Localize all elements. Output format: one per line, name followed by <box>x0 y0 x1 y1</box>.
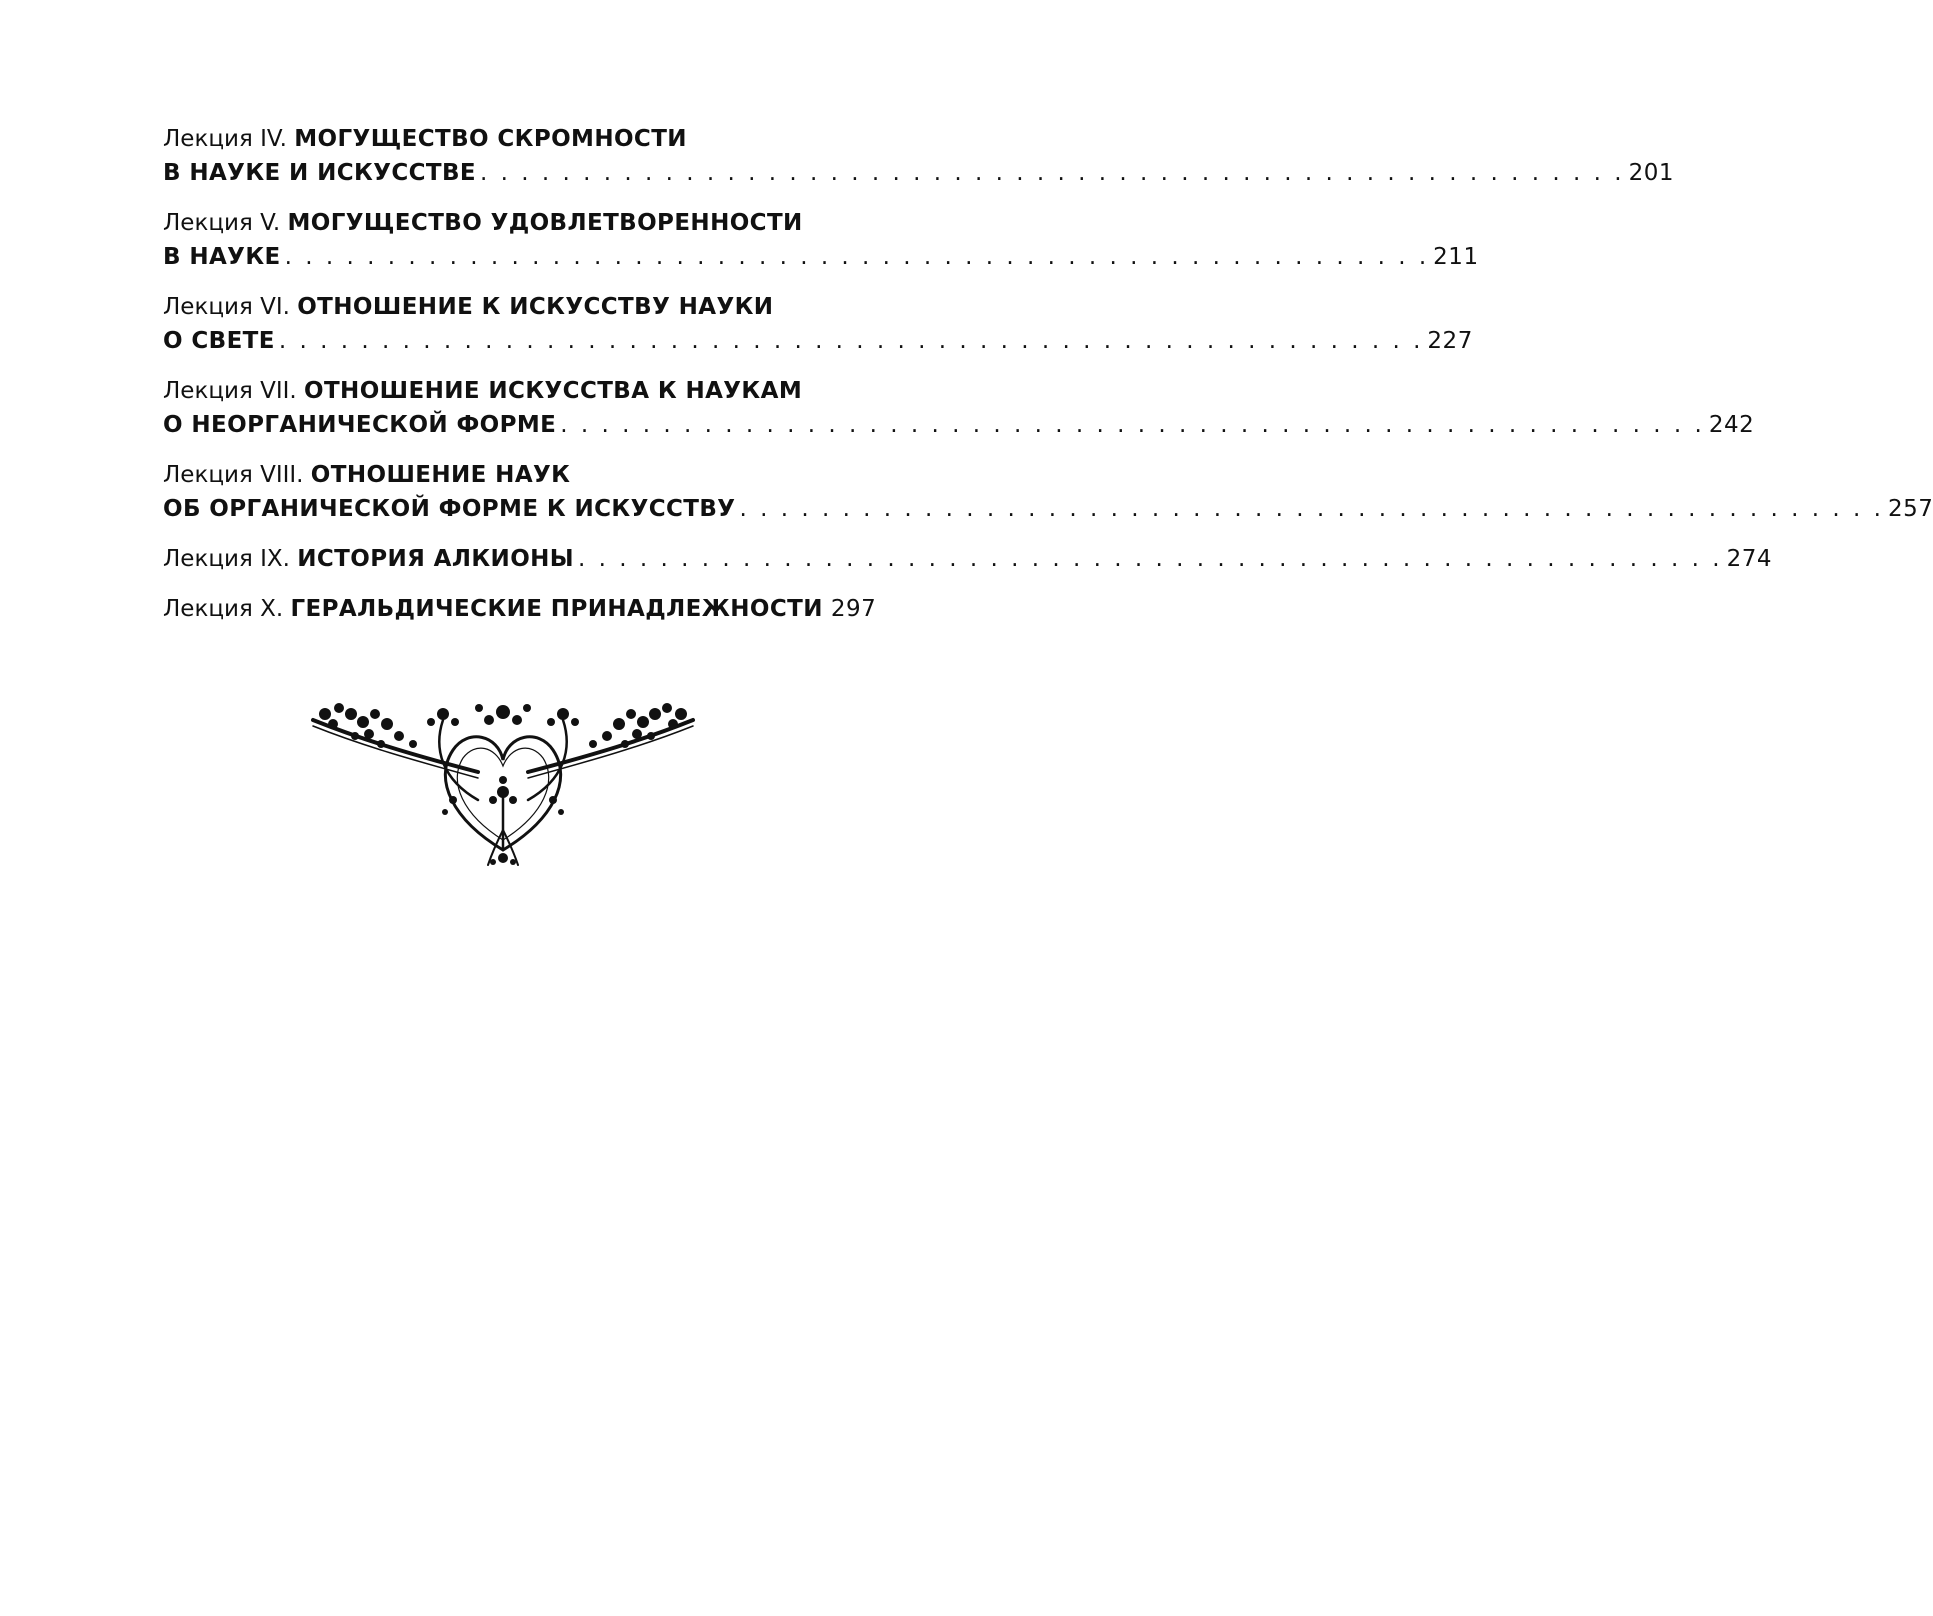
toc-entry-title: ОТНОШЕНИЕ К ИСКУССТВУ НАУКИ <box>297 294 774 320</box>
toc-entry-title-continued: В НАУКЕ И ИСКУССТВЕ <box>163 160 477 186</box>
toc-entry-title-continued: ОБ ОРГАНИЧЕСКОЙ ФОРМЕ К ИСКУССТВУ <box>163 496 736 522</box>
toc-entry-lecture-6[interactable] <box>163 290 1473 358</box>
toc-entry-title: ОТНОШЕНИЕ НАУК <box>310 462 571 488</box>
toc-entry-title: МОГУЩЕСТВО СКРОМНОСТИ <box>294 126 687 152</box>
toc-entry-label: Лекция IX. <box>163 546 298 572</box>
floral-vignette-icon <box>303 700 703 868</box>
toc-entry-label: Лекция VII. <box>163 378 305 404</box>
toc-page-number: 257 <box>1887 496 1933 522</box>
toc-entry-lecture-10[interactable] <box>163 592 877 626</box>
toc-entry-lecture-5[interactable] <box>163 206 1479 274</box>
toc-leader-dots: . . . . . . . . . . . . . . . . . . . . . . . . . . . . . . . . . . . . . . . . . . . . . . . . . . . . . . . . <box>578 546 1723 572</box>
toc-leader-dots: . . . . . . . . . . . . . . . . . . . . . . . . . . . . . . . . . . . . . . . . . . . . . . . . . . . . . . . . <box>739 496 1884 522</box>
toc-entry-lecture-7[interactable] <box>163 374 1755 442</box>
toc-entry-title-continued: О СВЕТЕ <box>163 328 275 354</box>
toc-page-number: 211 <box>1433 244 1479 270</box>
toc-entry-title: ГЕРАЛЬДИЧЕСКИЕ ПРИНАДЛЕЖНОСТИ <box>290 596 823 622</box>
toc-page-number: 274 <box>1726 546 1772 572</box>
toc-entry-title: МОГУЩЕСТВО УДОВЛЕТВОРЕННОСТИ <box>287 210 803 236</box>
toc-entry-heading <box>163 542 574 576</box>
toc-entry-title: ОТНОШЕНИЕ ИСКУССТВА К НАУКАМ <box>304 378 803 404</box>
toc-leader-dots: . . . . . . . . . . . . . . . . . . . . . . . . . . . . . . . . . . . . . . . . . . . . . . . . . . . . . . . . <box>480 160 1625 186</box>
toc-entry-heading <box>163 592 823 626</box>
toc-leader-dots: . . . . . . . . . . . . . . . . . . . . . . . . . . . . . . . . . . . . . . . . . . . . . . . . . . . . . . . . <box>284 244 1430 270</box>
toc-leader-dots: . . . . . . . . . . . . . . . . . . . . . . . . . . . . . . . . . . . . . . . . . . . . . . . . . . . . . . . . <box>278 328 1424 354</box>
toc-page-number: 201 <box>1628 160 1674 186</box>
toc-page-number: 297 <box>830 596 877 622</box>
table-of-contents <box>163 122 1933 642</box>
toc-leader-dots: . . . . . . . . . . . . . . . . . . . . . . . . . . . . . . . . . . . . . . . . . . . . . . . . . . . . . . . . <box>560 412 1705 438</box>
toc-entry-label: Лекция VI. <box>163 294 298 320</box>
toc-page-number: 242 <box>1708 412 1755 438</box>
toc-entry-label: Лекция IV. <box>163 126 295 152</box>
toc-entry-label: Лекция V. <box>163 210 288 236</box>
toc-entry-lecture-8[interactable] <box>163 458 1933 526</box>
toc-entry-label: Лекция X. <box>163 596 291 622</box>
toc-page-number: 227 <box>1427 328 1473 354</box>
toc-entry-title-continued: В НАУКЕ <box>163 244 281 270</box>
toc-entry-title-continued: О НЕОРГАНИЧЕСКОЙ ФОРМЕ <box>163 412 557 438</box>
toc-entry-title: ИСТОРИЯ АЛКИОНЫ <box>297 546 575 572</box>
toc-entry-lecture-9[interactable] <box>163 542 1772 576</box>
toc-entry-label: Лекция VIII. <box>163 462 311 488</box>
toc-entry-lecture-4[interactable] <box>163 122 1674 190</box>
